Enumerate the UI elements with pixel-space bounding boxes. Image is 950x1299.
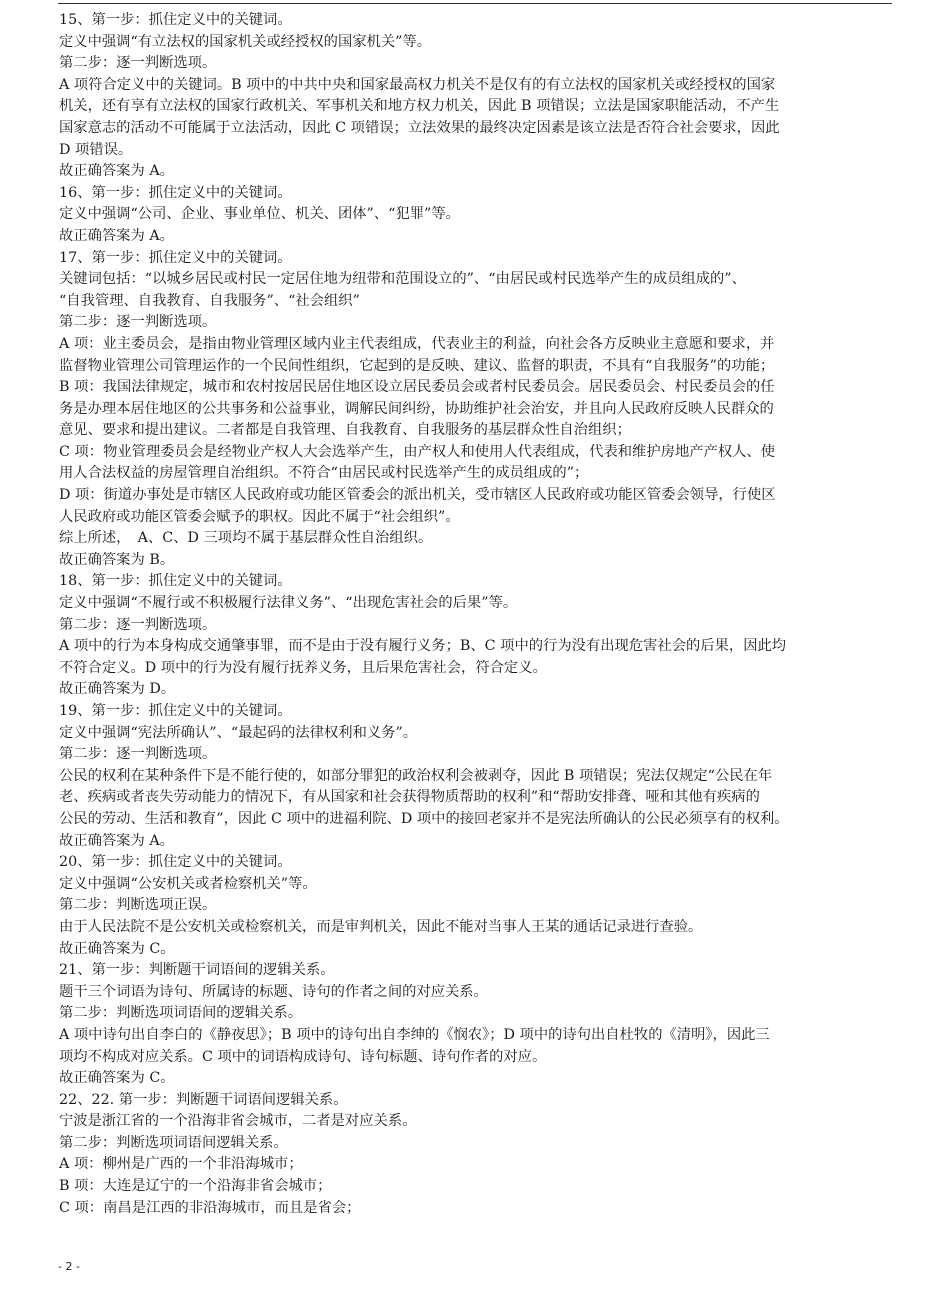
text-line: 19、第一步：抓住定义中的关键词。 xyxy=(59,703,292,719)
text-line: 由于人民法院不是公安机关或检察机关，而是审判机关，因此不能对当事人王某的通话记录进行查验。 xyxy=(59,918,703,935)
text-line: 故正确答案为 C。 xyxy=(59,940,175,957)
text-line: B 项：大连是辽宁的一个沿海非省会城市； xyxy=(59,1178,332,1195)
text-line: 故正确答案为 A。 xyxy=(59,832,174,849)
text-line: C 项：物业管理委员会是经物业产权人大会选举产生，由产权人和使用人代表组成，代表和维护房地产产权人、使 xyxy=(59,443,776,460)
text-line: 故正确答案为 D。 xyxy=(59,681,176,698)
text-line: 20、第一步：抓住定义中的关键词。 xyxy=(59,854,292,871)
text-line: 定义中强调“宪法所确认”、“最起码的法律权利和义务”。 xyxy=(59,724,418,741)
text-line: 故正确答案为 C。 xyxy=(59,1070,175,1087)
text-line: 意见、要求和提出建议。二者都是自我管理、自我教育、自我服务的基层群众性自治组织； xyxy=(59,422,631,439)
text-line: 定义中强调“有立法权的国家机关或经授权的国家机关”等。 xyxy=(59,33,432,50)
text-line: 定义中强调“公安机关或者检察机关”等。 xyxy=(59,875,317,892)
text-line: 监督物业管理公司管理运作的一个民间性组织，它起到的是反映、建议、监督的职责，不具有“自我服务”的功能； xyxy=(59,357,775,374)
text-line: 第二步：逐一判断选项。 xyxy=(59,746,217,763)
text-line: 第二步：逐一判断选项。 xyxy=(59,55,217,72)
document-body xyxy=(59,10,895,1219)
text-line: 项均不构成对应关系。C 项中的词语构成诗句、诗句标题、诗句作者的对应。 xyxy=(59,1048,547,1065)
text-line: A 项符合定义中的关键词。B 项中的中共中央和国家最高权力机关不是仅有的有立法权的国家机关或经授权的国家 xyxy=(59,76,776,93)
text-line: 21、第一步：判断题干词语间的逻辑关系。 xyxy=(59,962,335,979)
text-line: 第二步：判断选项正误。 xyxy=(59,897,217,914)
text-line: A 项：业主委员会，是指由物业管理区域内业主代表组成，代表业主的利益，向社会各方反映业主意愿和要求，并 xyxy=(59,335,775,352)
text-line: 公民的劳动、生活和教育”，因此 C 项中的进福利院、D 项中的接回老家并不是宪法所确认的公民必须享有的权利。 xyxy=(59,810,789,827)
text-line: A 项：柳州是广西的一个非沿海城市； xyxy=(59,1156,303,1173)
text-line: 定义中强调“公司、企业、事业单位、机关、团体”、“犯罪”等。 xyxy=(59,206,460,223)
text-line: 宁波是浙江省的一个沿海非省会城市，二者是对应关系。 xyxy=(59,1113,417,1130)
text-line: 第二步：逐一判断选项。 xyxy=(59,616,217,633)
page-number: - 2 - xyxy=(58,1260,80,1273)
text-line: 老、疾病或者丧失劳动能力的情况下，有从国家和社会获得物质帮助的权利”和“帮助安排聋、哑和其他有疾病的 xyxy=(59,789,760,806)
text-line: 故正确答案为 B。 xyxy=(59,551,175,568)
text-line: 17、第一步：抓住定义中的关键词。 xyxy=(59,249,292,266)
text-line: 关键词包括：“以城乡居民或村民一定居住地为纽带和范围设立的”、“由居民或村民选举产生的成员组成的”、 xyxy=(59,271,746,288)
text-line: 定义中强调“不履行或不积极履行法律义务”、“出现危害社会的后果”等。 xyxy=(59,595,518,612)
text-line: 题干三个词语为诗句、所属诗的标题、诗句的作者之间的对应关系。 xyxy=(59,983,488,1000)
text-line: 不符合定义。D 项中的行为没有履行抚养义务，且后果危害社会，符合定义。 xyxy=(59,659,547,676)
text-line: 故正确答案为 A。 xyxy=(59,227,174,244)
text-line: 国家意志的活动不可能属于立法活动，因此 C 项错误；立法效果的最终决定因素是该立法是否符合社会要求，因此 xyxy=(59,119,780,136)
text-line: 用人合法权益的房屋管理自治组织。不符合“由居民或村民选举产生的成员组成的”； xyxy=(59,465,589,482)
text-line: 18、第一步：抓住定义中的关键词。 xyxy=(59,573,292,590)
text-line: 15、第一步：抓住定义中的关键词。 xyxy=(59,12,292,28)
text-line: 16、第一步：抓住定义中的关键词。 xyxy=(59,184,292,201)
text-line: D 项错误。 xyxy=(59,141,133,158)
text-line: D 项：街道办事处是市辖区人民政府或功能区管委会的派出机关，受市辖区人民政府或功能区管委会领导，行使区 xyxy=(59,487,776,504)
text-line: 故正确答案为 A。 xyxy=(59,163,174,180)
text-line: A 项中诗句出自李白的《静夜思》；B 项中的诗句出自李绅的《悯农》；D 项中的诗句出自杜牧的《清明》，因此三 xyxy=(59,1026,770,1043)
text-line: B 项：我国法律规定，城市和农村按居民居住地区设立居民委员会或者村民委员会。居民委员会、村民委员会的任 xyxy=(59,379,775,396)
text-line: C 项：南昌是江西的非沿海城市，而且是省会； xyxy=(59,1199,361,1216)
header-rule xyxy=(58,3,892,4)
text-line: A 项中的行为本身构成交通肇事罪，而不是由于没有履行义务；B、C 项中的行为没有出现危害社会的后果，因此均 xyxy=(59,638,787,655)
text-line: 机关，还有享有立法权的国家行政机关、军事机关和地方权力机关，因此 B 项错误；立法是国家职能活动，不产生 xyxy=(59,98,780,115)
text-line: 第二步：判断选项词语间逻辑关系。 xyxy=(59,1134,288,1151)
text-line: 第二步：逐一判断选项。 xyxy=(59,314,217,331)
text-line: 公民的权利在某种条件下是不能行使的，如部分罪犯的政治权利会被剥夺，因此 B 项错误；宪法仅规定“公民在年 xyxy=(59,767,773,784)
text-line: 22、22. 第一步：判断题干词语间逻辑关系。 xyxy=(59,1091,348,1108)
text-line: 人民政府或功能区管委会赋予的职权。因此不属于“社会组织”。 xyxy=(59,508,460,525)
text-line: 第二步：判断选项词语间的逻辑关系。 xyxy=(59,1005,303,1022)
text-line: 务是办理本居住地区的公共事务和公益事业，调解民间纠纷，协助维护社会治安，并且向人民政府反映人民群众的 xyxy=(59,400,774,417)
text-line: “自我管理、自我教育、自我服务”、“社会组织” xyxy=(59,292,360,309)
text-line: 综上所述， A、C、D 三项均不属于基层群众性自治组织。 xyxy=(59,530,433,547)
